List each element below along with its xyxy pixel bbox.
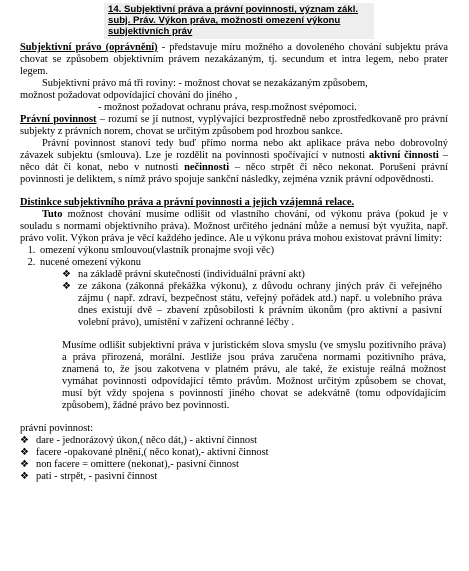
subjective-right-paragraph <box>20 42 448 78</box>
legal-duty-types-list <box>20 435 448 483</box>
duty-type-text: pati - strpět, - pasivní činnost <box>36 471 158 482</box>
limits-list <box>20 245 448 269</box>
duty-type-item <box>20 435 448 447</box>
subjective-right-term: Subjektivní právo (oprávnění) <box>20 42 158 53</box>
forced-item <box>62 269 442 281</box>
diamond-bullet-icon: ❖ <box>62 269 71 280</box>
legal-duty-text-b: – něco dát či konat, nebo v nutnosti <box>20 150 448 173</box>
diamond-bullet-icon: ❖ <box>20 459 29 470</box>
legal-duty-term: Právní povinnost <box>20 114 97 125</box>
level-2: možnost požadovat odpovídající chování do jiného , <box>20 90 238 101</box>
page-title: 14. Subjektivní práva a právní povinnosti, význam zákl. subj. Práv. Výkon práva, možnosti omezení výkonu subjektivních práv <box>104 3 374 39</box>
legal-duty-definition: – rozumí se jí nutnost, vyplývající bezprostředně nebo zprostředkovaně pro právní subjekty z právních norem, chovat se určitým způsobem pod hrozbou sankce. <box>20 114 448 137</box>
legal-duty-paragraph <box>20 114 448 138</box>
legal-duty-detail <box>20 138 448 186</box>
duty-type-text: facere -opakované plnění,( něco konat),- aktivní činnost <box>36 447 269 458</box>
legal-duty-list-heading: právní povinnost: <box>20 423 94 434</box>
forced-item-text: na základě právní skutečnosti (individuální právní akt) <box>78 269 305 280</box>
distinction-intro-text: možnost chování musíme odlišit od vlastního chování, od výkonu práva (pokud je v souladu s normami objektivního práva). Možnost určitého jednání může a nemusí být využita, např. právo volit. Výkon práva je věcí každého jedince. Ale u výkonu práva mohou existovat právní limity: <box>20 209 448 244</box>
three-levels-intro: Subjektivní právo má tři roviny: <box>42 78 176 89</box>
distinction-intro <box>20 209 448 245</box>
diamond-bullet-icon: ❖ <box>20 447 29 458</box>
forced-item <box>62 281 442 329</box>
limit-item <box>38 257 448 269</box>
subjective-right-definition: - představuje míru možného a dovoleného chování subjektu práva chovat se způsobem objektivním právem nezakázaným, tj. secundum et intra legem, nebo prater legem. <box>20 42 448 77</box>
duty-type-text: non facere = omittere (nekonat),- pasivní činnost <box>36 459 239 470</box>
diamond-bullet-icon: ❖ <box>20 435 29 446</box>
tuto-word: Tuto <box>42 209 63 220</box>
three-levels-line <box>20 78 448 90</box>
duty-type-text: dare - jednorázový úkon,( něco dát,) - aktivní činnost <box>36 435 258 446</box>
limit-item-label: nucené omezení výkonu <box>40 257 141 268</box>
legal-duty-text-c: – něco strpět či něco nekonat. Porušení právní povinnosti je deliktem, s nímž právo spojuje sankční následky, zejména vznik právní odpovědnosti. <box>20 162 448 185</box>
diamond-bullet-icon: ❖ <box>62 281 71 292</box>
diamond-bullet-icon: ❖ <box>20 471 29 482</box>
level-3: - možnost požadovat ochranu práva, resp.možnost svépomoci. <box>98 102 357 113</box>
limit-item: 1. omezení výkonu smlouvou(vlastník pronajme svoji věc) <box>38 245 448 257</box>
inactivity-term: nečinnosti <box>184 162 230 173</box>
duty-type-item <box>20 447 448 459</box>
legal-duty-text-a: Právní povinnost stanoví tedy buď přímo norma nebo akt aplikace práva nebo dobrovolný závazek subjektu (smlouva). Lze je rozdělit na povinnosti spočívající v nutnosti <box>20 138 448 161</box>
forced-item-text: ze zákona (zákonná překážka výkonu), z důvodu ochrany jiných práv či veřejného zájmu ( např. zdraví, bezpečnost státu, veřejný pořádek atd.) např. u volebního práva dnes existují dvě – zbavení způsobilosti k právním úkonům (pro aktivní a pasivní volební právo), umístění v zařízení ochranné léčby . <box>78 281 442 328</box>
document-body <box>20 42 448 483</box>
duty-type-item <box>20 471 448 483</box>
distinction-heading: Distinkce subjektivního práva a právní povinnosti a jejich vzájemná relace. <box>20 197 355 208</box>
level-1: - možnost chovat se nezakázaným způsobem, <box>175 78 368 89</box>
duty-type-item <box>20 459 448 471</box>
active-activity-term: aktivní činnosti <box>369 150 439 161</box>
forced-limitation-list <box>62 269 448 329</box>
distinction-paragraph: Musíme odlišit subjektivní práva v juristickém slova smyslu (ve smyslu pozitivního práva) a práva přirozená, morální. Jestliže jsou práva zaručena normami pozitivního práva, znamená to, že jsou zakotvena v platném právu, ale také, že existuje reálná možnost vymáhat povinnosti odpovídající těmto právům. Možnost určitým způsobem se chovat, musí být vždy spojena s povinností jiného chovat se adekvátně (tomu odpovídajícím způsobem), žádné právo bez povinnosti. <box>62 340 446 411</box>
